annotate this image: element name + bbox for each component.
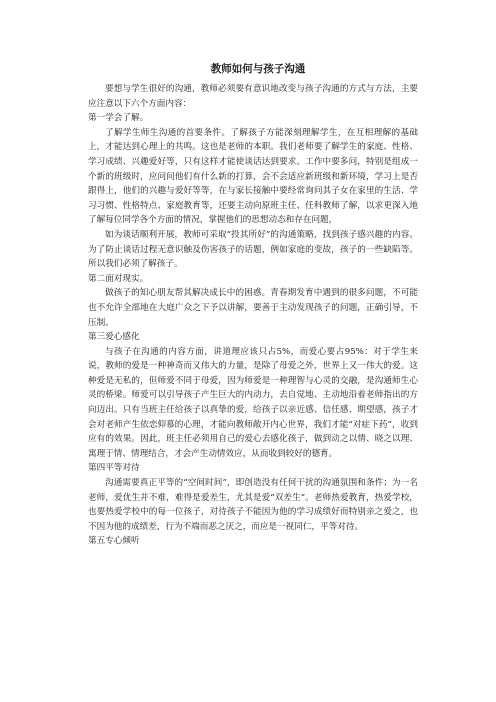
document-title: 教师如何与孩子沟通 bbox=[210, 63, 306, 75]
section-heading-1: 第一学会了解。 bbox=[88, 113, 149, 124]
section-2-paragraph: 做孩子的知心朋友帮其解决成长中的困惑。青春期发育中遇到的很多问题，不可能也不允许全部地在大庭广众之下予以讲解，要善于主动发现孩子的问题，正确引导，不压制。 bbox=[88, 288, 418, 328]
section-4-paragraph: 沟通需要真正平等的“空间时间”，即创造没有任何干扰的沟通氛围和条件；为一名老师，爱优生并不难，难得是爱差生，尤其是爱“双差生”。老师热爱教育，热爱学校，也要热爱学校中的每一位孩子，对待孩子不能因为他的学习成绩好而特别亲之爱之，也不因为他的成绩差，行为不端而恶之厌之，而应是一视同仁，平等对待。 bbox=[88, 478, 418, 532]
section-1-paragraph-2: 如为谈话顺利开展，教师可采取“投其所好”的沟通策略，找到孩子感兴趣的内容。为了防止谈话过程无意识触及伤害孩子的话题，例如家庭的变故，孩子的一些缺陷等。所以我们必须了解孩子。 bbox=[88, 229, 418, 270]
section-heading-5: 第五专心倾听 bbox=[88, 536, 140, 547]
section-heading-3: 第三爱心感化 bbox=[88, 332, 140, 343]
section-heading-2: 第二面对现实。 bbox=[88, 273, 149, 284]
section-heading-4: 第四平等对待 bbox=[88, 463, 140, 474]
section-3-paragraph: 与孩子在沟通的内容方面，讲道理应该只占5%，而爱心要占95%：对于学生来说，教师的爱是一种神奇而又伟大的力量，是除了母爱之外，世界上又一伟大的爱。这种爱是无私的，但师爱不同于母爱，因为师爱是一种理智与心灵的交融，是沟通师生心灵的桥梁。师爱可以引导孩子产生巨大的内动力，去自觉地、主动地沿着老师指出的方向迈出。只有当班主任给孩子以真挚的爱，给孩子以亲近感、信任感、期望感，孩子才会对老师产生依恋仰慕的心理，才能向教师敞开内心世界，我们才能“对症下药”，收到应有的效果。因此，班主任必须用自己的爱心去感化孩子，做到动之以情、晓之以理、寓理于情、情理结合，才会产生动情效应，从而收到较好的德育。 bbox=[88, 346, 418, 459]
section-1-paragraph-1: 了解学生师生沟通的首要条件。了解孩子方能深刻理解学生，在互相理解的基础上，才能达到心理上的共鸣。这也是老师的本职。我们老师要了解学生的家庭、性格、学习成绩、兴趣爱好等，只有这样才能使谈话达到要求。工作中要多问，特别是组成一个新的班级时，应问问他们有什么新的打算，会不会适应新班级和新环境，学习上是否跟得上，他们的兴趣与爱好等等，在与家长接触中要经常询问其子女在家里的生活、学习习惯、性格特点、家庭教育等，还要主动向原班主任、任科教师了解，以求更深入地了解每位同学各个方面的情况，掌握他们的思想动态和存在问题， bbox=[88, 127, 418, 226]
intro-paragraph: 要想与学生很好的沟通，教师必须要有意识地改变与孩子沟通的方式与方法，主要应注意以下六个方面内容： bbox=[88, 84, 418, 109]
